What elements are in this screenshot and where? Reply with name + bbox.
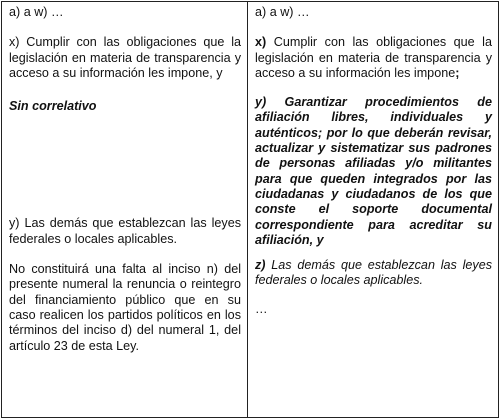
right-item-z-letter: z) <box>255 258 266 273</box>
table-row <box>2 2 499 418</box>
right-item-y: y) Garantizar procedimientos de afiliación libres, individuales y auténticos; por lo que deberán revisar, actualizar y sistematizar sus padrones de personas afiliadas y/o militantes para que queden integrados por las ciudadanas y ciudadanos de los que conste el soporte documental correspondiente para acreditar su afiliación, y <box>255 95 492 247</box>
left-item-y: y) Las demás que establezcan las leyes federales o locales aplicables. <box>9 216 241 246</box>
left-item-x: x) Cumplir con las obligaciones que la legislación en materia de transparencia y acceso a su información les impone, y <box>9 35 241 80</box>
right-item-z-text: Las demás que establezcan las leyes federales o locales aplicables. <box>255 258 492 288</box>
right-item-x <box>255 35 492 81</box>
left-intro: a) a w) … <box>9 5 64 19</box>
right-item-x-text: Cumplir con las obligaciones que la legislación en materia de transparencia y acceso a su información les impone <box>255 35 492 80</box>
right-item-z <box>255 258 492 289</box>
right-intro: a) a w) … <box>255 5 310 19</box>
right-column-cell <box>248 2 499 418</box>
left-note: No constituirá una falta al inciso n) del presente numeral la renuncia o reintegro del financiamiento público que en su caso realicen los partidos políticos en los términos del inciso d) del numeral 1, del artículo 23 de esta Ley. <box>9 262 241 353</box>
left-no-correlative: Sin correlativo <box>9 99 97 114</box>
comparison-table <box>1 1 499 418</box>
right-item-x-end: ; <box>455 65 460 80</box>
left-column-cell <box>2 2 248 418</box>
right-ellipsis: … <box>255 301 268 316</box>
right-item-x-letter: x) <box>255 35 267 50</box>
